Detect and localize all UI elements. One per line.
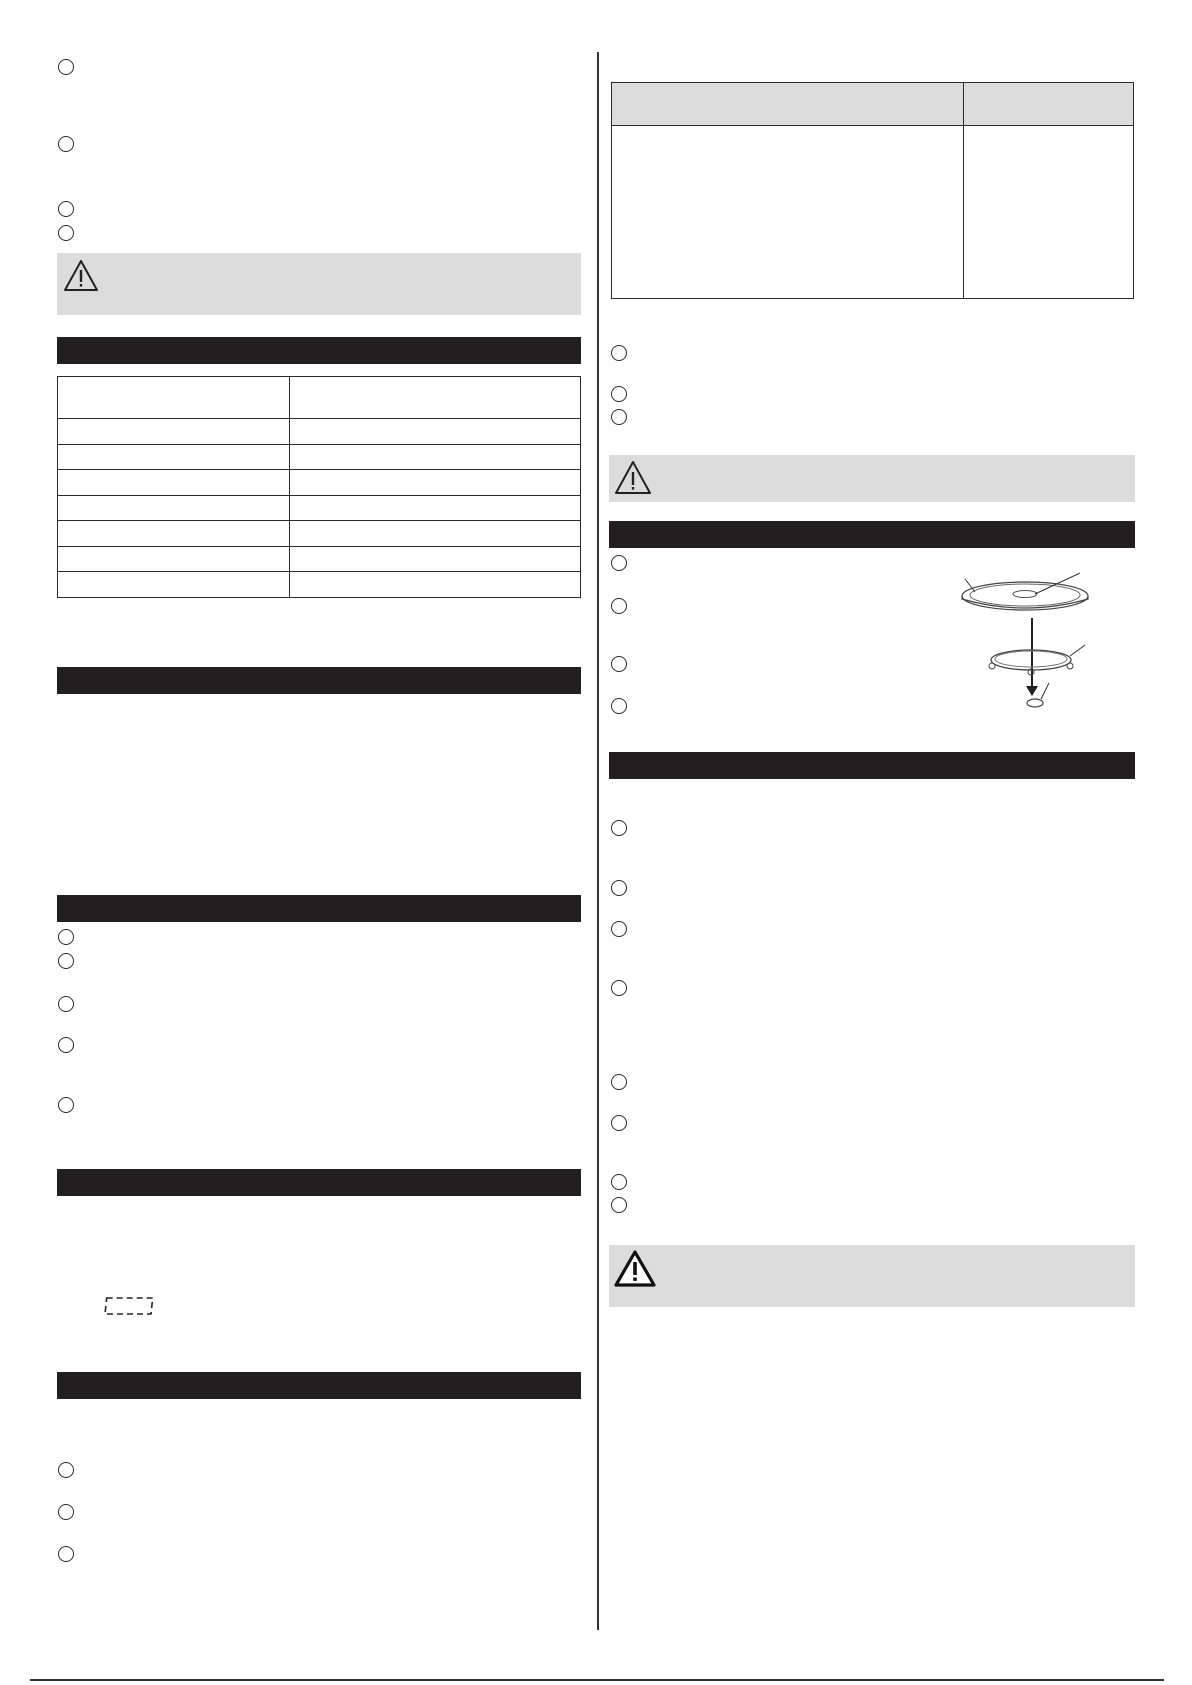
step-marker	[611, 345, 627, 361]
danger-icon	[614, 1249, 656, 1289]
table-row	[612, 126, 1134, 299]
step-marker	[611, 1197, 627, 1213]
step-marker	[611, 880, 627, 896]
step-marker	[58, 1097, 74, 1113]
step-marker	[58, 59, 74, 75]
step-marker	[58, 996, 74, 1012]
table-row	[58, 521, 581, 547]
section-header-bar	[57, 667, 581, 694]
step-marker	[611, 1074, 627, 1090]
table-row	[58, 470, 581, 496]
step-marker	[58, 225, 74, 241]
step-marker	[58, 1037, 74, 1053]
step-marker	[58, 929, 74, 945]
page-footer-rule	[30, 1679, 1164, 1681]
section-header-bar	[609, 521, 1135, 548]
step-marker	[611, 1115, 627, 1131]
step-marker	[611, 555, 627, 571]
step-marker	[58, 1462, 74, 1478]
danger-callout	[609, 1245, 1135, 1307]
step-marker	[611, 1174, 627, 1190]
step-marker	[611, 598, 627, 614]
table-row	[58, 572, 581, 598]
step-marker	[611, 980, 627, 996]
display-placeholder-icon	[103, 1295, 153, 1317]
warning-icon	[63, 258, 99, 294]
column-divider	[597, 52, 599, 1630]
table-row	[58, 444, 581, 470]
section-header-bar	[57, 337, 581, 364]
warning-callout	[57, 253, 581, 315]
step-marker	[58, 1504, 74, 1520]
step-marker	[611, 386, 627, 402]
section-header-bar	[57, 895, 581, 922]
step-marker	[58, 1546, 74, 1562]
table-header-row	[612, 83, 1134, 126]
step-marker	[58, 136, 74, 152]
step-marker	[58, 201, 74, 217]
specifications-table	[57, 376, 581, 598]
section-header-bar	[57, 1372, 581, 1399]
step-marker	[611, 820, 627, 836]
step-marker	[611, 698, 627, 714]
step-marker	[58, 953, 74, 969]
warning-callout	[609, 455, 1135, 502]
step-marker	[611, 921, 627, 937]
step-marker	[611, 409, 627, 425]
table-row	[58, 546, 581, 572]
table-row	[58, 377, 581, 419]
step-marker	[611, 656, 627, 672]
turntable-diagram	[955, 565, 1105, 715]
cookware-table	[611, 82, 1134, 299]
warning-icon	[614, 459, 652, 497]
section-header-bar	[609, 752, 1135, 779]
section-header-bar	[57, 1169, 581, 1196]
table-row	[58, 419, 581, 445]
table-row	[58, 495, 581, 521]
